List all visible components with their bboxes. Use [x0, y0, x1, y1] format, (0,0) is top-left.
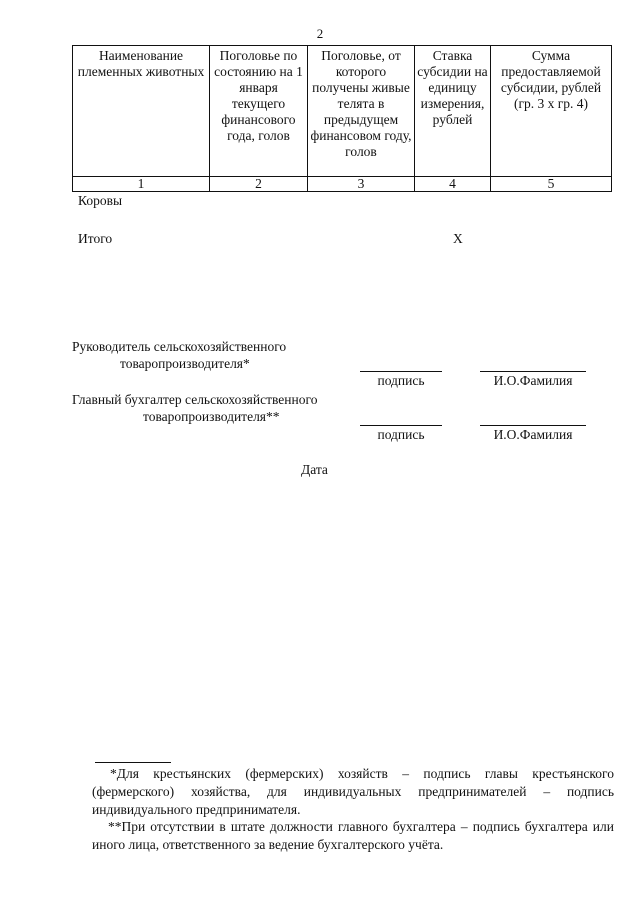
footnote-separator [95, 762, 171, 763]
row-total: Итого [78, 231, 113, 246]
accountant-signature-label: подпись [377, 427, 425, 442]
header-subsidy-sum: Сумма предоставляемой субсидии, рублей (гр. 3 х гр. 4) [491, 46, 612, 177]
header-subsidy-rate: Ставка субсидии на единицу измерения, рублей [415, 46, 491, 177]
total-x-mark: Х [453, 231, 463, 246]
accountant-signature-line [360, 425, 442, 426]
column-number: 1 [73, 177, 210, 192]
footnote-2: **При отсутствии в штате должности главного бухгалтера – подпись бухгалтера или иного лица, ответственного за ведение бухгалтерского учёта. [92, 819, 614, 852]
accountant-name-label: И.О.Фамилия [493, 427, 573, 442]
column-number: 4 [415, 177, 491, 192]
accountant-title-line2: товаропроизводителя** [143, 409, 280, 424]
column-number: 2 [210, 177, 308, 192]
column-number: 5 [491, 177, 612, 192]
accountant-name-line [480, 425, 586, 426]
header-livestock-calves: Поголовье, от которого получены живые телята в предыдущем финансовом году, голов [308, 46, 415, 177]
head-name-line [480, 371, 586, 372]
head-signature-line [360, 371, 442, 372]
head-title-line1: Руководитель сельскохозяйственного [72, 339, 287, 354]
column-number: 3 [308, 177, 415, 192]
header-animal-name: Наименование племенных животных [73, 46, 210, 177]
subsidy-table [72, 45, 612, 192]
header-livestock-jan1: Поголовье по состоянию на 1 января текущего финансового года, голов [210, 46, 308, 177]
row-cows: Коровы [78, 193, 123, 208]
head-title-line2: товаропроизводителя* [120, 356, 250, 371]
date-label: Дата [301, 462, 328, 477]
accountant-title-line1: Главный бухгалтер сельскохозяйственного [72, 392, 318, 407]
head-name-label: И.О.Фамилия [493, 373, 573, 388]
column-number-row [73, 177, 612, 192]
page-number: 2 [316, 26, 324, 41]
head-signature-label: подпись [377, 373, 425, 388]
footnote-1: *Для крестьянских (фермерских) хозяйств – подпись главы крестьянского (фермерского) хозяйства, для индивидуальных предпринимателей – подпись индивидуального предпринимателя. [92, 766, 614, 817]
table-header-row [73, 46, 612, 177]
